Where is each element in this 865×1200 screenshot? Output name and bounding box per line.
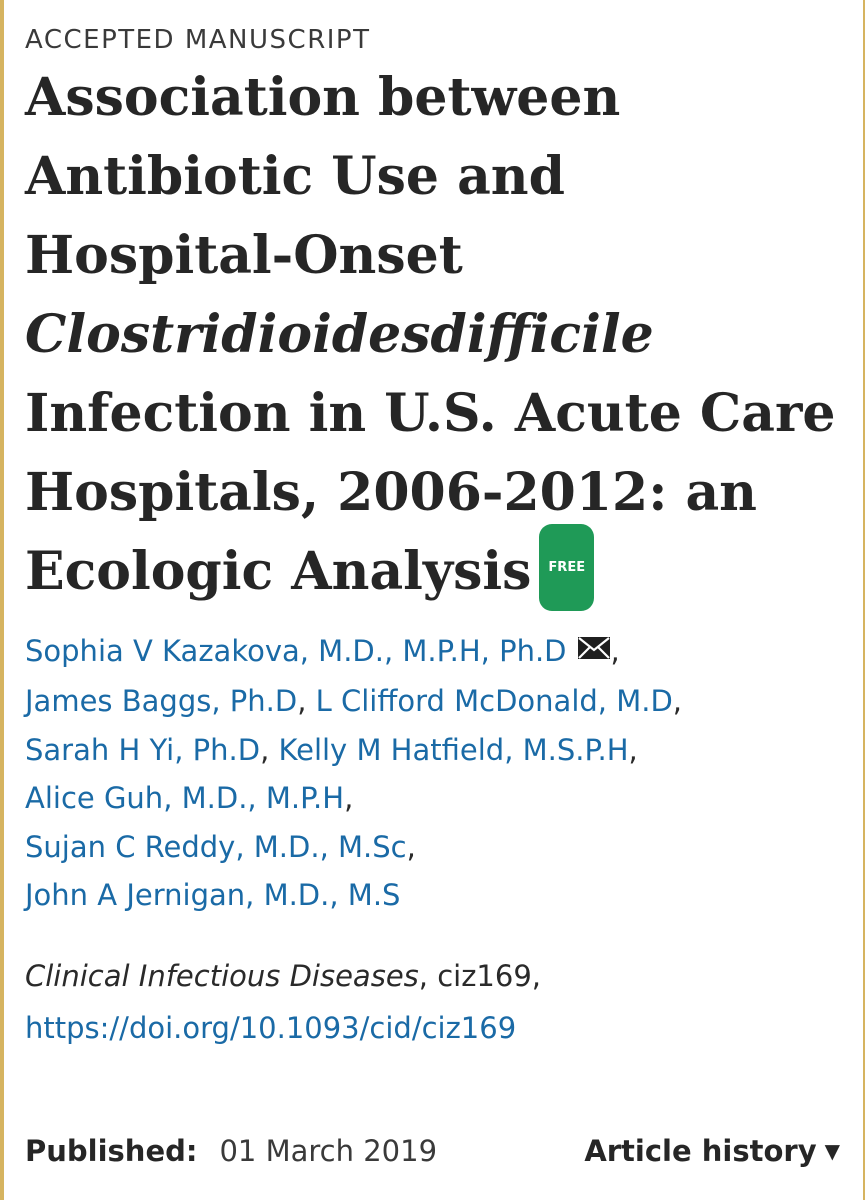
title-line: Hospital-Onset: [25, 225, 463, 286]
published-date: 01 March 2019: [219, 1134, 438, 1168]
article-id: ciz169,: [437, 958, 541, 993]
page-edge-left: [0, 0, 4, 1200]
caret-down-icon: ▼: [824, 1139, 840, 1163]
publication-row: [25, 1134, 840, 1168]
article-history-toggle[interactable]: [584, 1134, 840, 1168]
title-line: Antibiotic Use and: [25, 146, 565, 207]
article-title: [25, 58, 845, 619]
author-list: Sophia V Kazakova, M.D., M.P.H, Ph.D , James Baggs, Ph.D, L Clifford McDonald, M.D, Sarah H Yi, Ph.D, Kelly M Hatfield, M.S.P.H, Alice Guh, M.D., M.P.H, Sujan C Reddy, M.D., M.Sc, John A Jernigan, M.D., M.S: [25, 627, 845, 920]
citation: Clinical Infectious Diseases, ciz169, https://doi.org/10.1093/cid/ciz169: [25, 958, 541, 1045]
manuscript-label: ACCEPTED MANUSCRIPT: [25, 25, 371, 55]
title-line: Association between: [25, 67, 621, 128]
author-link[interactable]: Kelly M Hatfield, M.S.P.H: [278, 732, 629, 767]
title-line-italic: Clostridioidesdifficile: [25, 304, 654, 365]
author-link[interactable]: James Baggs, Ph.D: [25, 684, 298, 719]
author-link[interactable]: L Clifford McDonald, M.D: [315, 684, 673, 719]
author-link[interactable]: Alice Guh, M.D., M.P.H: [25, 781, 345, 816]
author-link[interactable]: Sujan C Reddy, M.D., M.Sc: [25, 829, 407, 864]
article-header: [25, 22, 845, 1054]
title-line: Hospitals, 2006-2012: an: [25, 462, 757, 523]
envelope-icon[interactable]: [577, 626, 611, 675]
published-label: Published:: [25, 1134, 198, 1168]
article-history-label: Article history: [584, 1134, 817, 1168]
title-line: Infection in U.S. Acute Care: [25, 383, 836, 444]
doi-link[interactable]: https://doi.org/10.1093/cid/ciz169: [25, 1010, 517, 1045]
author-link[interactable]: Sarah H Yi, Ph.D: [25, 732, 261, 767]
author-link[interactable]: John A Jernigan, M.D., M.S: [25, 878, 401, 913]
journal-name: Clinical Infectious Diseases: [25, 958, 419, 993]
author-link[interactable]: Sophia V Kazakova, M.D., M.P.H, Ph.D: [25, 634, 567, 668]
title-line: Ecologic Analysis: [25, 541, 532, 602]
free-badge: FREE: [539, 524, 594, 611]
